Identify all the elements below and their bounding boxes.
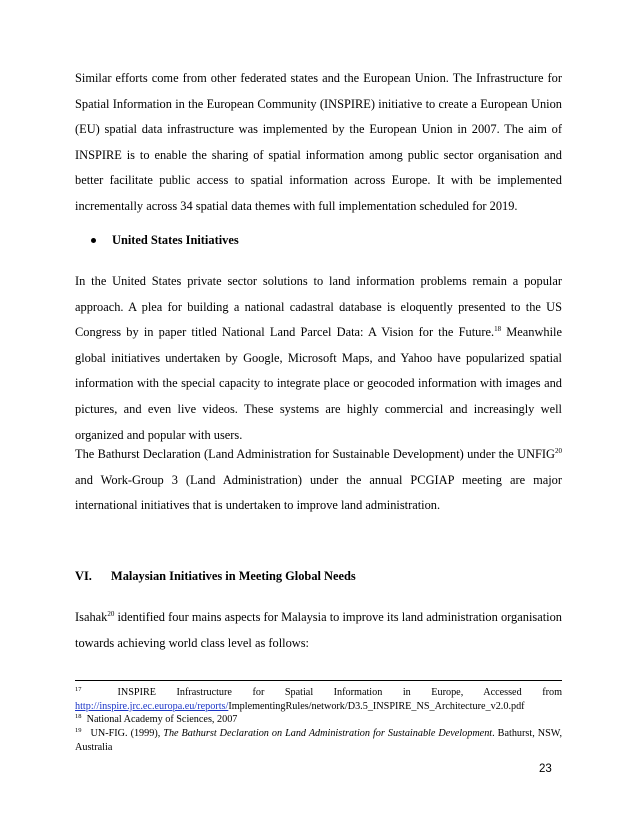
bullet-dot-icon — [91, 238, 96, 243]
footnote-17-number: 17 — [75, 686, 82, 693]
footnote-19-text-after: . Bathurst, NSW, Australia — [75, 728, 563, 753]
footnote-divider — [75, 680, 562, 681]
bullet-united-states — [91, 233, 239, 248]
footnote-ref-18: 18 — [494, 325, 502, 334]
section-heading — [75, 569, 356, 584]
paragraph-us-text: In the United States private sector solutions to land information problems remain a popular approach. A plea for building a national cadastral database is eloquently presented to the US Congress by in paper titled National Land Parcel Data: A Vision for the Future. — [75, 274, 562, 340]
section-title: Malaysian Initiatives in Meeting Global Needs — [111, 569, 356, 583]
footnote-17 — [75, 686, 562, 700]
paragraph-us-initiatives — [75, 269, 562, 448]
bullet-label: United States Initiatives — [112, 233, 239, 247]
footnote-ref-20: 20 — [555, 447, 562, 455]
footnote-ref-20b: 20 — [107, 610, 115, 618]
paragraph-bathurst — [75, 442, 562, 519]
footnote-18-number: 18 — [75, 713, 82, 720]
footnote-17-link-after: ImplementingRules/network/D3.5_INSPIRE_NS_Architecture_v2.0.pdf — [228, 701, 525, 712]
footnote-19-number: 19 — [75, 727, 82, 734]
paragraph-inspire-text: Similar efforts come from other federated states and the European Union. The Infrastructure for Spatial Information in the European Community (INSPIRE) initiative to create a European Union (EU) spatial data infrastructure was implemented by the European Union in 2007. The aim of INSPIRE is to enable the sharing of spatial information among public sector organisation and better facilitate public access to spatial information across Europe. It with be implemented incrementally across 34 spatial data themes with full implementation scheduled for 2019. — [75, 71, 562, 213]
paragraph-isahak-text: Isahak — [75, 610, 108, 624]
footnote-17-text: INSPIRE Infrastructure for Spatial Information in Europe, Accessed from — [117, 687, 562, 698]
paragraph-bathurst-text: The Bathurst Declaration (Land Administration for Sustainable Development) under the UNFIG — [75, 447, 555, 461]
paragraph-inspire — [75, 66, 562, 220]
page-number: 23 — [539, 763, 552, 775]
footnote-17-link[interactable]: http://inspire.jrc.ec.europa.eu/reports/ — [75, 701, 229, 712]
footnote-18-text: National Academy of Sciences, 2007 — [86, 714, 238, 725]
paragraph-bathurst-text-after: and Work-Group 3 (Land Administration) under the annual PCGIAP meeting are major international initiatives that is undertaken to improve land administration. — [75, 472, 562, 513]
footnote-19 — [75, 727, 562, 754]
footnote-19-title: The Bathurst Declaration on Land Administration for Sustainable Development — [163, 728, 493, 739]
footnote-17-url-line — [75, 700, 562, 714]
footnote-18 — [75, 713, 562, 727]
paragraph-isahak-text-after: identified four mains aspects for Malaysia to improve its land administration organisation towards achieving world class level as follows: — [75, 610, 562, 650]
section-number: VI. — [75, 569, 92, 583]
paragraph-us-text-after: Meanwhile global initiatives undertaken by Google, Microsoft Maps, and Yahoo have popularized spatial information with the special capacity to integrate place or geocoded information with images and pictures, and even live videos. These systems are highly commercial and increasingly well organized and popular with users. — [75, 325, 562, 442]
paragraph-isahak — [75, 605, 562, 656]
footnote-19-text: UN-FIG. (1999), — [90, 728, 164, 739]
